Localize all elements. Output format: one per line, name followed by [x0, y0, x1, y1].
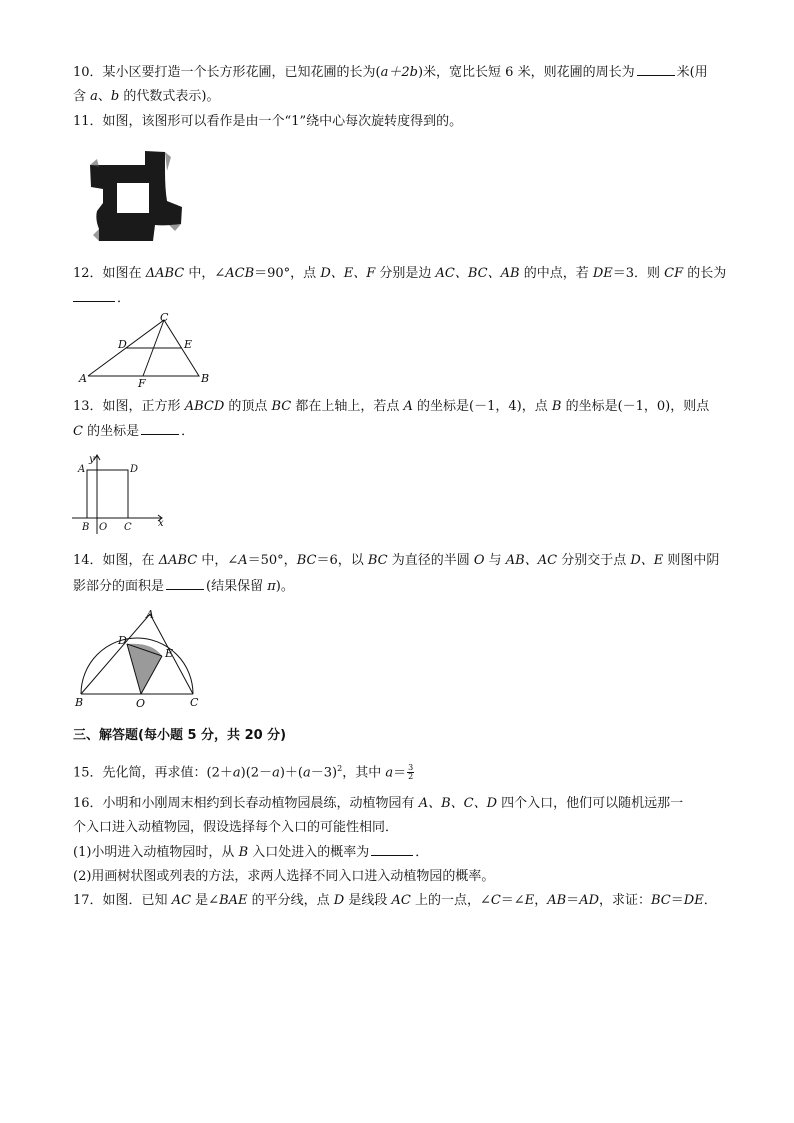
q13-label-a: A [78, 464, 86, 475]
q17-text: 是∠ [191, 893, 220, 908]
q17-seg: DE [683, 893, 704, 908]
q12-line2 [73, 290, 733, 308]
q13-point-b: B [551, 399, 562, 414]
q16-answer-blank[interactable] [371, 844, 413, 856]
q14-sides: AB、AC [505, 553, 558, 568]
q13-label-d: D [130, 464, 139, 475]
q14-label-o: O [136, 697, 146, 710]
q17-text: 上的一点，∠ [410, 893, 491, 908]
section-3-title: 三、解答题(每小题 5 分，共 20 分) [73, 728, 287, 743]
q15-text: －3) [310, 765, 338, 781]
q14-text: )。 [275, 579, 294, 594]
q12-text: 中，∠ [184, 266, 226, 281]
q14-de: D、E [630, 553, 664, 568]
q14-bc: BC [296, 553, 317, 568]
q15-text: 15．先化简，再求值：(2＋ [73, 765, 233, 781]
q17-point: D [333, 893, 345, 908]
q14-text: ＝6，以 [316, 553, 368, 568]
q17-text: ． [703, 893, 717, 908]
q10-var-a: a [90, 89, 98, 104]
q13-text: 的坐标是(－1，4)，点 [412, 399, 552, 414]
q17-text: ＝ [670, 893, 684, 908]
q13-square: ABCD [184, 399, 225, 414]
q13-bc: BC [271, 399, 292, 414]
q17-point: E [524, 893, 535, 908]
q12-text: 12．如图在 [73, 266, 146, 281]
q10-expr: a＋2b [380, 65, 418, 80]
q12-label-a: A [79, 372, 87, 385]
q12-de: DE [592, 266, 613, 281]
q14-triangle: ΔABC [158, 553, 198, 568]
q14-text: (结果保留 [206, 579, 268, 594]
q12-label-d: D [118, 338, 127, 351]
q12-text: ＝3．则 [612, 266, 665, 281]
q15-fraction-denominator: 2 [408, 772, 414, 782]
q13-label-o: O [99, 522, 108, 533]
q13-text: 都在上轴上，若点 [291, 399, 404, 414]
q14-line1 [73, 552, 733, 570]
q13-line2 [73, 423, 733, 441]
q13-label-b: B [82, 522, 90, 533]
q15-var: a [303, 765, 311, 781]
q17-seg: AB [547, 893, 567, 908]
q16-text: 入口处进入的概率为 [248, 845, 370, 860]
q16-line2 [73, 819, 733, 837]
q17-seg: BC [651, 893, 671, 908]
q10-line1 [73, 64, 733, 82]
q14-line2 [73, 578, 733, 596]
q12-answer-blank[interactable] [73, 290, 115, 302]
q14-label-e: E [165, 647, 174, 660]
q14-o: O [473, 553, 485, 568]
q17-seg: AC [391, 893, 411, 908]
q13-text: 13．如图，正方形 [73, 399, 185, 414]
q12-label-f: F [138, 377, 146, 388]
q16-text: (2)用画树状图或列表的方法，求两人选择不同入口进入动植物园的概率。 [73, 869, 495, 884]
q13-coordinate-figure [70, 450, 170, 536]
q12-triangle-figure [78, 312, 213, 388]
q15-text: ，其中 [342, 765, 386, 781]
q16-text: (1)小明进入动植物园时，从 [73, 845, 239, 860]
q14-text: 影部分的面积是 [73, 579, 165, 594]
q16-line1 [73, 795, 733, 813]
q12-angle: ACB [225, 266, 255, 281]
q10-text: 10．某小区要打造一个长方形花圃，已知花圃的长为( [73, 65, 381, 80]
q17-text: ，求证： [599, 893, 652, 908]
q11-pinwheel-figure [85, 149, 185, 245]
q14-text: 14．如图，在 [73, 553, 159, 568]
q15-var: a [232, 765, 241, 781]
q11-text: 11．如图，该图形可以看作是由一个“1”绕中心每次旋转度得到的。 [73, 114, 463, 129]
q17-seg: AC [171, 893, 192, 908]
q10-text: 、 [97, 89, 111, 104]
q15-text: )(2－ [240, 765, 273, 781]
q13-point-c: C [73, 424, 83, 439]
q15-text: ＝ [393, 765, 407, 781]
q17-seg: AD [579, 893, 599, 908]
q17-line [73, 892, 733, 910]
q16-text: ． [415, 845, 429, 860]
q12-label-b: B [201, 372, 210, 385]
q14-answer-blank[interactable] [166, 578, 204, 590]
q16-text: 16．小明和小刚周末相约到长春动植物园晨练，动植物园有 [73, 796, 419, 811]
q14-text: 分别交于点 [557, 553, 631, 568]
q10-text: 的代数式表示)。 [119, 89, 220, 104]
q11-line [73, 113, 733, 131]
q10-text: 含 [73, 89, 91, 104]
q12-text: ＝90°，点 [254, 266, 321, 281]
q13-text: 的坐标是(－1，0)，则点 [561, 399, 710, 414]
q15-var: a [272, 765, 280, 781]
q15-exponent: 2 [337, 764, 343, 773]
q17-point: C [490, 893, 501, 908]
q17-text: 的平分线，点 [247, 893, 334, 908]
q13-text: ． [181, 424, 195, 439]
q12-line1 [73, 265, 733, 283]
q10-text: )米，宽比长短 6 米，则花圃的周长为 [417, 65, 635, 80]
q12-label-c: C [160, 312, 169, 324]
q10-var-b: b [110, 89, 120, 104]
q15-text: )＋( [279, 765, 303, 781]
q12-text: 的长为 [683, 266, 727, 281]
q13-text: 的坐标是 [82, 424, 140, 439]
q14-text: ＝50°， [247, 553, 297, 568]
q14-text: 则图中阴 [663, 553, 720, 568]
q14-label-a: A [146, 608, 154, 621]
q17-text: 是线段 [344, 893, 392, 908]
q17-text: 17．如图．已知 [73, 893, 172, 908]
q14-text: 为直径的半圆 [387, 553, 474, 568]
q13-label-c: C [124, 522, 132, 533]
q14-shaded-region [127, 644, 162, 694]
q14-semicircle-figure [72, 606, 202, 710]
q14-label-b: B [75, 696, 84, 709]
q12-triangle: ΔABC [145, 266, 185, 281]
q17-text: ＝∠ [500, 893, 525, 908]
q12-sides: AC、BC、AB [435, 266, 520, 281]
q17-text: ， [534, 893, 548, 908]
q14-bc: BC [367, 553, 388, 568]
q13-answer-blank[interactable] [141, 423, 179, 435]
q17-angle: BAE [219, 893, 248, 908]
q14-pi: π [267, 579, 276, 594]
q13-text: 的顶点 [224, 399, 272, 414]
q14-label-c: C [190, 696, 199, 709]
q15-line [73, 760, 733, 782]
q16-line4 [73, 868, 733, 886]
q12-text: ． [117, 291, 131, 306]
q16-entrances: A、B、C、D [418, 796, 497, 811]
q10-line2 [73, 88, 733, 106]
q12-cf: CF [664, 266, 684, 281]
q17-text: ＝ [566, 893, 580, 908]
q16-entrance-b: B [238, 845, 249, 860]
q12-label-e: E [184, 338, 193, 351]
q13-label-y: y [89, 454, 95, 465]
q15-var: a [385, 765, 394, 781]
q12-points: D、E、F [320, 266, 376, 281]
q14-angle-a: A [238, 553, 248, 568]
q12-text: 的中点，若 [519, 266, 593, 281]
q10-answer-blank[interactable] [637, 64, 675, 76]
q14-text: 中，∠ [197, 553, 239, 568]
q16-text: 四个入口，他们可以随机远那一 [497, 796, 684, 811]
q16-line3 [73, 844, 733, 862]
q13-label-x: x [158, 518, 164, 529]
q10-text: 米(用 [676, 65, 708, 80]
q14-label-d: D [118, 634, 127, 647]
q13-line1 [73, 398, 733, 416]
q16-text: 个入口进入动植物园，假设选择每个入口的可能性相同． [73, 820, 399, 835]
q13-point-a: A [403, 399, 413, 414]
q15-fraction-numerator: 3 [408, 763, 414, 773]
q12-text: 分别是边 [375, 266, 436, 281]
q14-text: 与 [484, 553, 506, 568]
q15-fraction [407, 764, 414, 781]
